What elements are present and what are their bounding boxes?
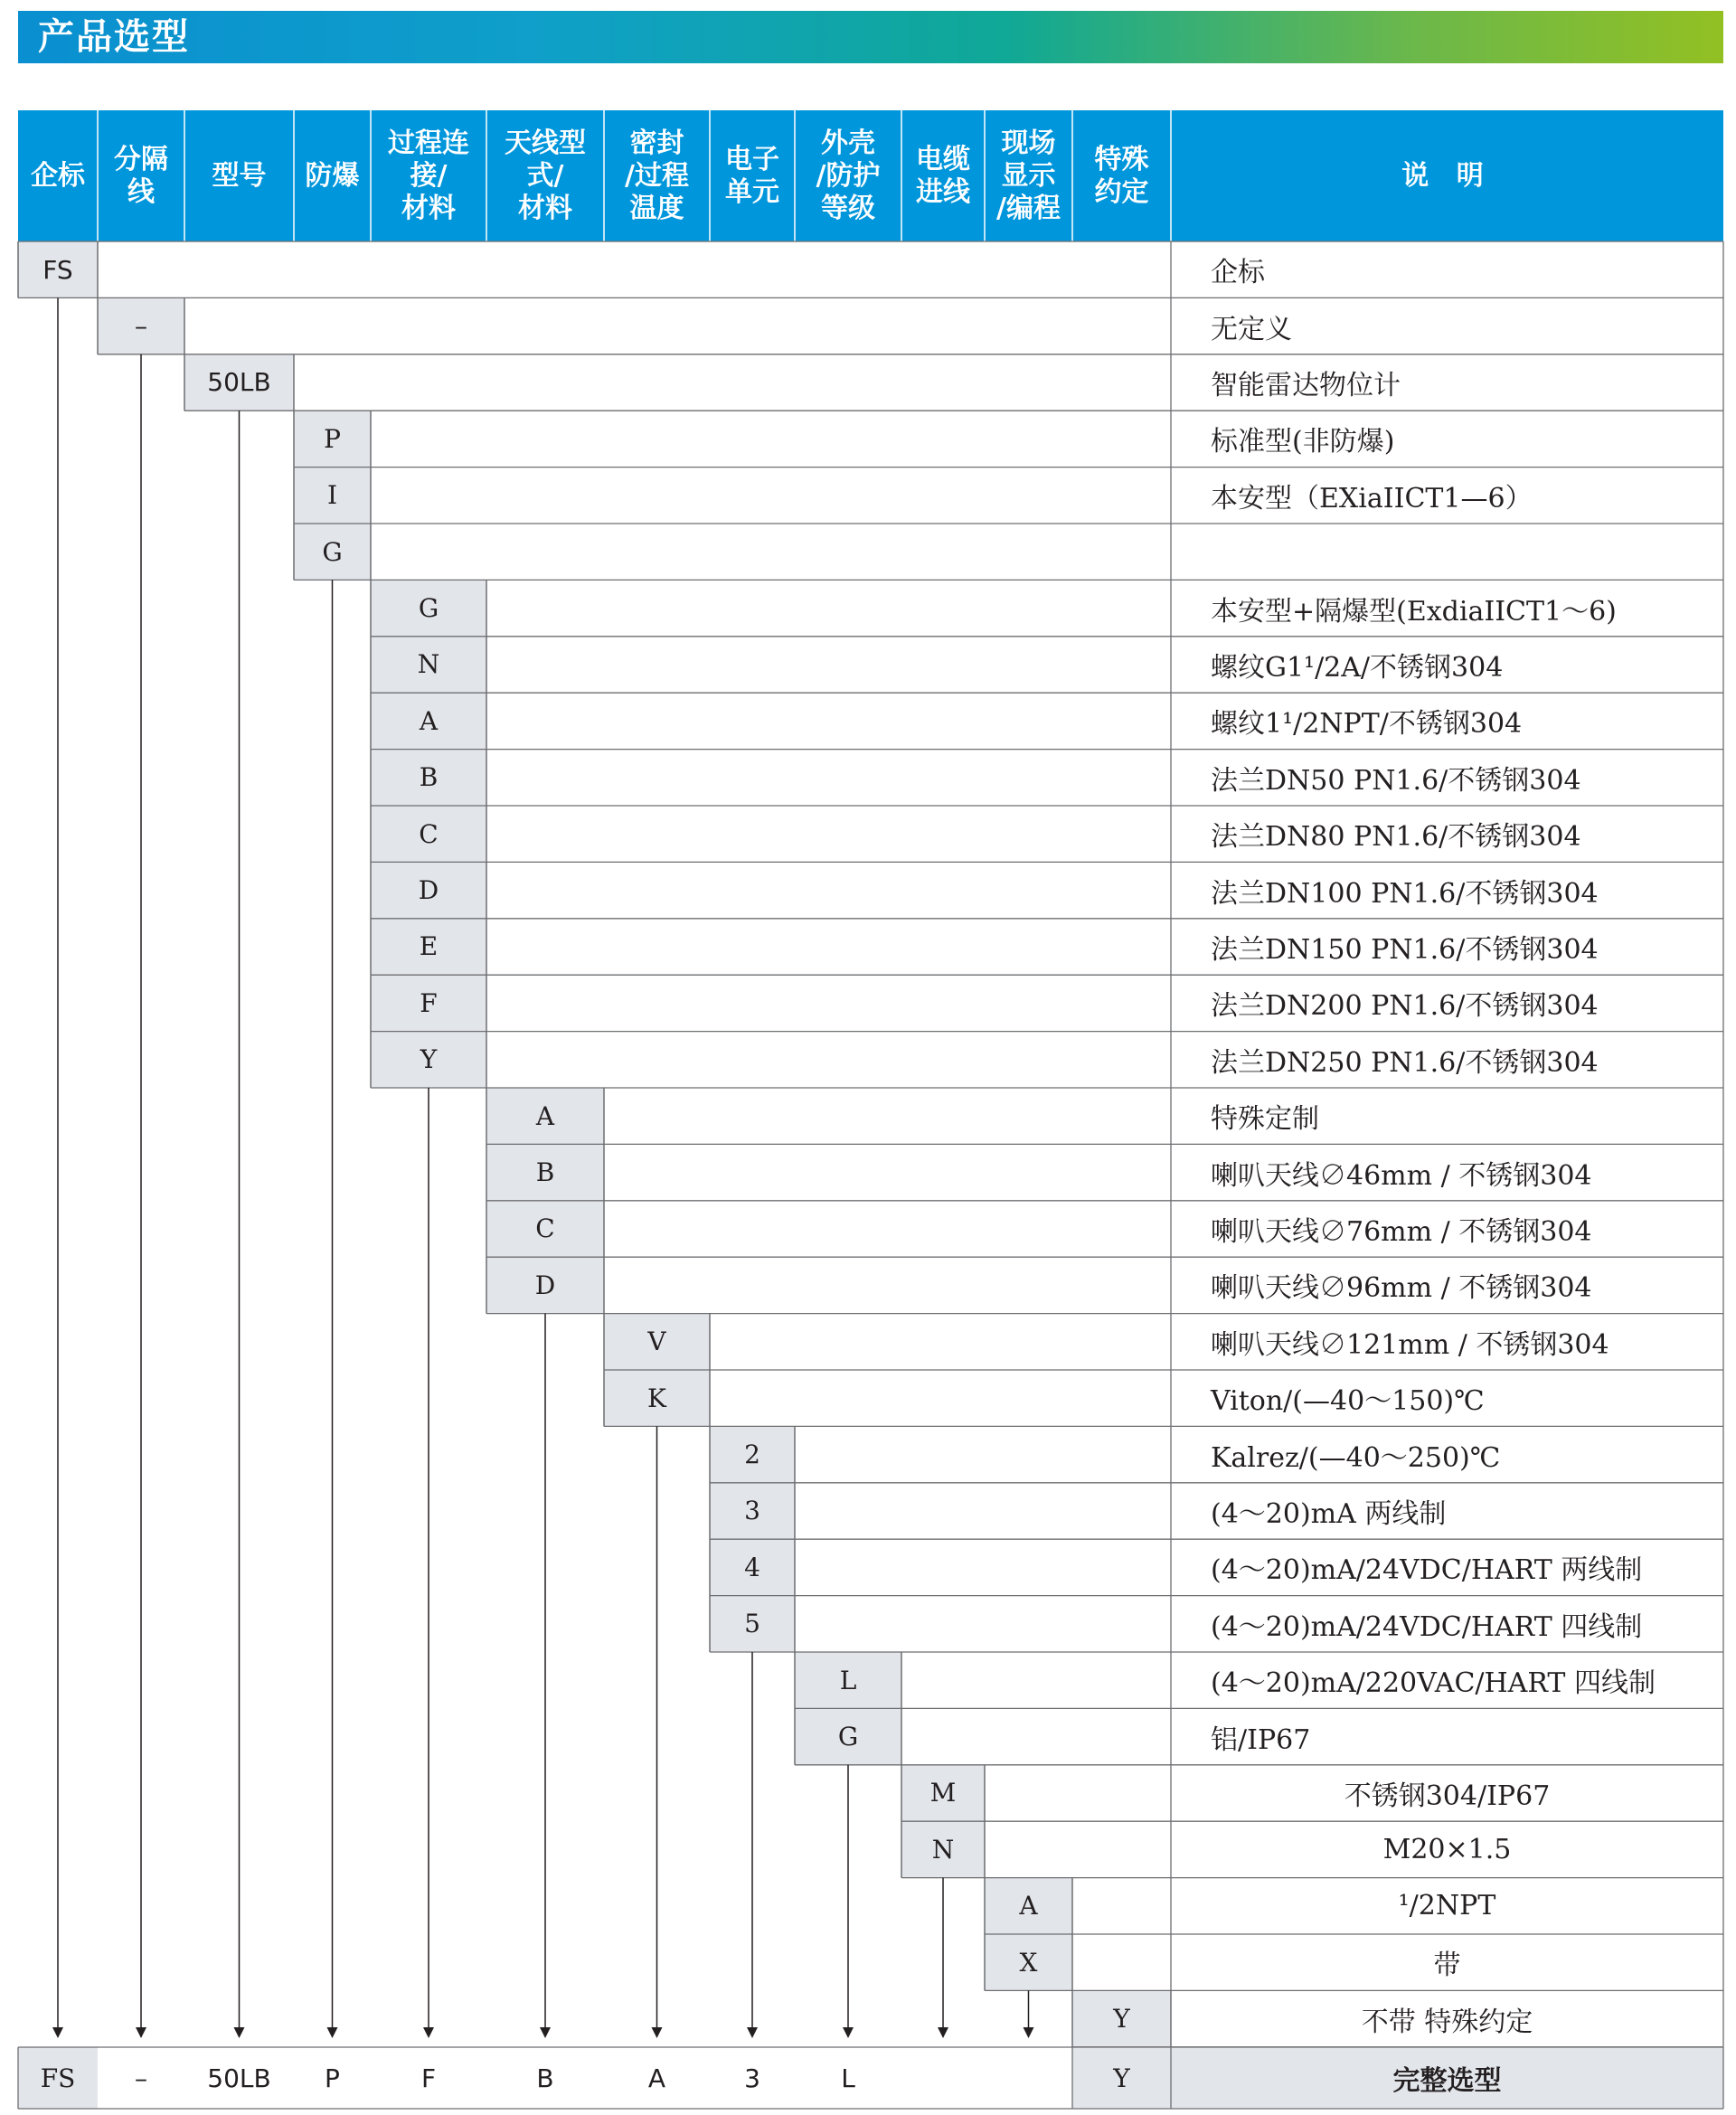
option-code: 3	[710, 1483, 795, 1539]
arrow-head	[234, 2027, 245, 2038]
option-code: P	[294, 411, 371, 467]
option-code: B	[371, 750, 486, 806]
arrow-head	[938, 2027, 948, 2038]
option-code: F	[371, 975, 486, 1031]
option-description: Kalrez/(—40～250)℃	[1211, 1441, 1501, 1474]
option-description: ¹/2NPT	[1398, 1890, 1496, 1922]
arrow-head	[136, 2027, 146, 2038]
option-description: 本安型+隔爆型(ExdiaIICT1～6)	[1211, 595, 1617, 628]
option-code: A	[486, 1088, 604, 1144]
header-cell: 分隔 线	[98, 110, 184, 241]
option-code: C	[486, 1201, 604, 1257]
option-code: 5	[710, 1596, 795, 1652]
option-code: L	[795, 1652, 901, 1708]
option-description: 螺纹G1¹/2A/不锈钢304	[1211, 651, 1504, 684]
option-code: Y	[1072, 1990, 1171, 2046]
option-code: 4	[710, 1539, 795, 1595]
option-description: 喇叭天线∅76mm / 不锈钢304	[1211, 1215, 1592, 1248]
option-code: E	[371, 919, 486, 975]
arrow-head	[423, 2027, 434, 2038]
arrow-head	[1024, 2027, 1034, 2038]
arrow-head	[652, 2027, 663, 2038]
arrow-head	[52, 2027, 63, 2038]
arrow-head	[540, 2027, 551, 2038]
option-code: D	[371, 862, 486, 918]
option-description: 不带 特殊约定	[1361, 2006, 1533, 2038]
header-cell: 型号	[184, 110, 294, 241]
option-code: B	[486, 1144, 604, 1200]
option-description: (4～20)mA 两线制	[1211, 1497, 1447, 1530]
option-code: G	[795, 1708, 901, 1764]
summary-code: A	[647, 2063, 666, 2093]
summary-code: Y	[1113, 2063, 1130, 2093]
option-code: X	[985, 1934, 1072, 1990]
header-cell: 特殊 约定	[1072, 110, 1171, 241]
option-code: N	[901, 1821, 985, 1877]
option-description: 本安型（EXiaIICT1—6）	[1211, 482, 1533, 515]
option-code: Y	[371, 1032, 486, 1088]
option-code: –	[98, 297, 184, 354]
option-description: 法兰DN200 PN1.6/不锈钢304	[1211, 990, 1599, 1023]
option-code: 2	[710, 1426, 795, 1482]
option-description: 法兰DN100 PN1.6/不锈钢304	[1211, 877, 1599, 910]
option-description: 法兰DN80 PN1.6/不锈钢304	[1211, 821, 1581, 854]
option-description: 带	[1433, 1950, 1461, 1982]
option-description: (4～20)mA/24VDC/HART 四线制	[1211, 1610, 1643, 1643]
header-cell: 过程连 接/ 材料	[371, 110, 486, 241]
option-description: 铝/IP67	[1211, 1723, 1311, 1756]
arrow-head	[327, 2027, 338, 2038]
header-cell: 企标	[18, 110, 98, 241]
option-code: K	[604, 1370, 710, 1426]
summary-code: FS	[40, 2063, 76, 2093]
summary-code: –	[135, 2063, 147, 2093]
option-description: 不锈钢304/IP67	[1344, 1780, 1551, 1812]
option-description: 喇叭天线∅46mm / 不锈钢304	[1211, 1159, 1592, 1192]
option-description: (4～20)mA/24VDC/HART 两线制	[1211, 1554, 1643, 1587]
header-cell: 密封 /过程 温度	[604, 110, 710, 241]
option-description: 喇叭天线∅121mm / 不锈钢304	[1211, 1328, 1609, 1361]
option-code: V	[604, 1314, 710, 1370]
option-description: 法兰DN50 PN1.6/不锈钢304	[1211, 764, 1581, 797]
option-description: 螺纹1¹/2NPT/不锈钢304	[1211, 708, 1523, 741]
header-cell: 外壳 /防护 等级	[795, 110, 901, 241]
header-cell: 现场 显示 /编程	[985, 110, 1072, 241]
option-code: A	[371, 693, 486, 749]
option-description: Viton/(—40～150)℃	[1211, 1385, 1485, 1418]
option-description: 法兰DN250 PN1.6/不锈钢304	[1211, 1046, 1599, 1079]
arrow-head	[747, 2027, 758, 2038]
summary-code: L	[841, 2063, 855, 2093]
option-description: 特殊定制	[1211, 1103, 1319, 1136]
option-description: M20×1.5	[1382, 1833, 1512, 1865]
header-cell: 电子 单元	[710, 110, 795, 241]
header-cell: 防爆	[294, 110, 371, 241]
summary-code: F	[420, 2063, 437, 2093]
option-description: 智能雷达物位计	[1211, 369, 1401, 401]
option-description: 无定义	[1211, 313, 1292, 345]
option-code: G	[294, 524, 371, 580]
arrow-head	[843, 2027, 854, 2038]
full-selection-label: 完整选型	[1171, 2047, 1723, 2109]
summary-code: P	[325, 2063, 340, 2093]
option-code: C	[371, 806, 486, 862]
option-description: 企标	[1211, 257, 1265, 289]
header-cell: 天线型 式/ 材料	[486, 110, 604, 241]
option-description: 法兰DN150 PN1.6/不锈钢304	[1211, 933, 1599, 966]
option-description: 标准型(非防爆)	[1211, 426, 1395, 458]
summary-code: 50LB	[207, 2063, 271, 2093]
option-code: FS	[18, 241, 98, 297]
header-cell: 说 明	[1171, 110, 1723, 241]
option-description: (4～20)mA/220VAC/HART 四线制	[1211, 1667, 1656, 1700]
option-code: G	[371, 580, 486, 636]
option-code: I	[294, 467, 371, 524]
summary-code: 3	[744, 2063, 760, 2093]
option-description: 喇叭天线∅96mm / 不锈钢304	[1211, 1272, 1592, 1305]
banner-title: 产品选型	[38, 16, 190, 58]
option-code: N	[371, 637, 486, 693]
header-cell: 电缆 进线	[901, 110, 985, 241]
option-code: M	[901, 1765, 985, 1821]
option-code: A	[985, 1878, 1072, 1934]
option-code: 50LB	[184, 354, 294, 411]
option-code: D	[486, 1257, 604, 1313]
summary-code: B	[536, 2063, 554, 2093]
